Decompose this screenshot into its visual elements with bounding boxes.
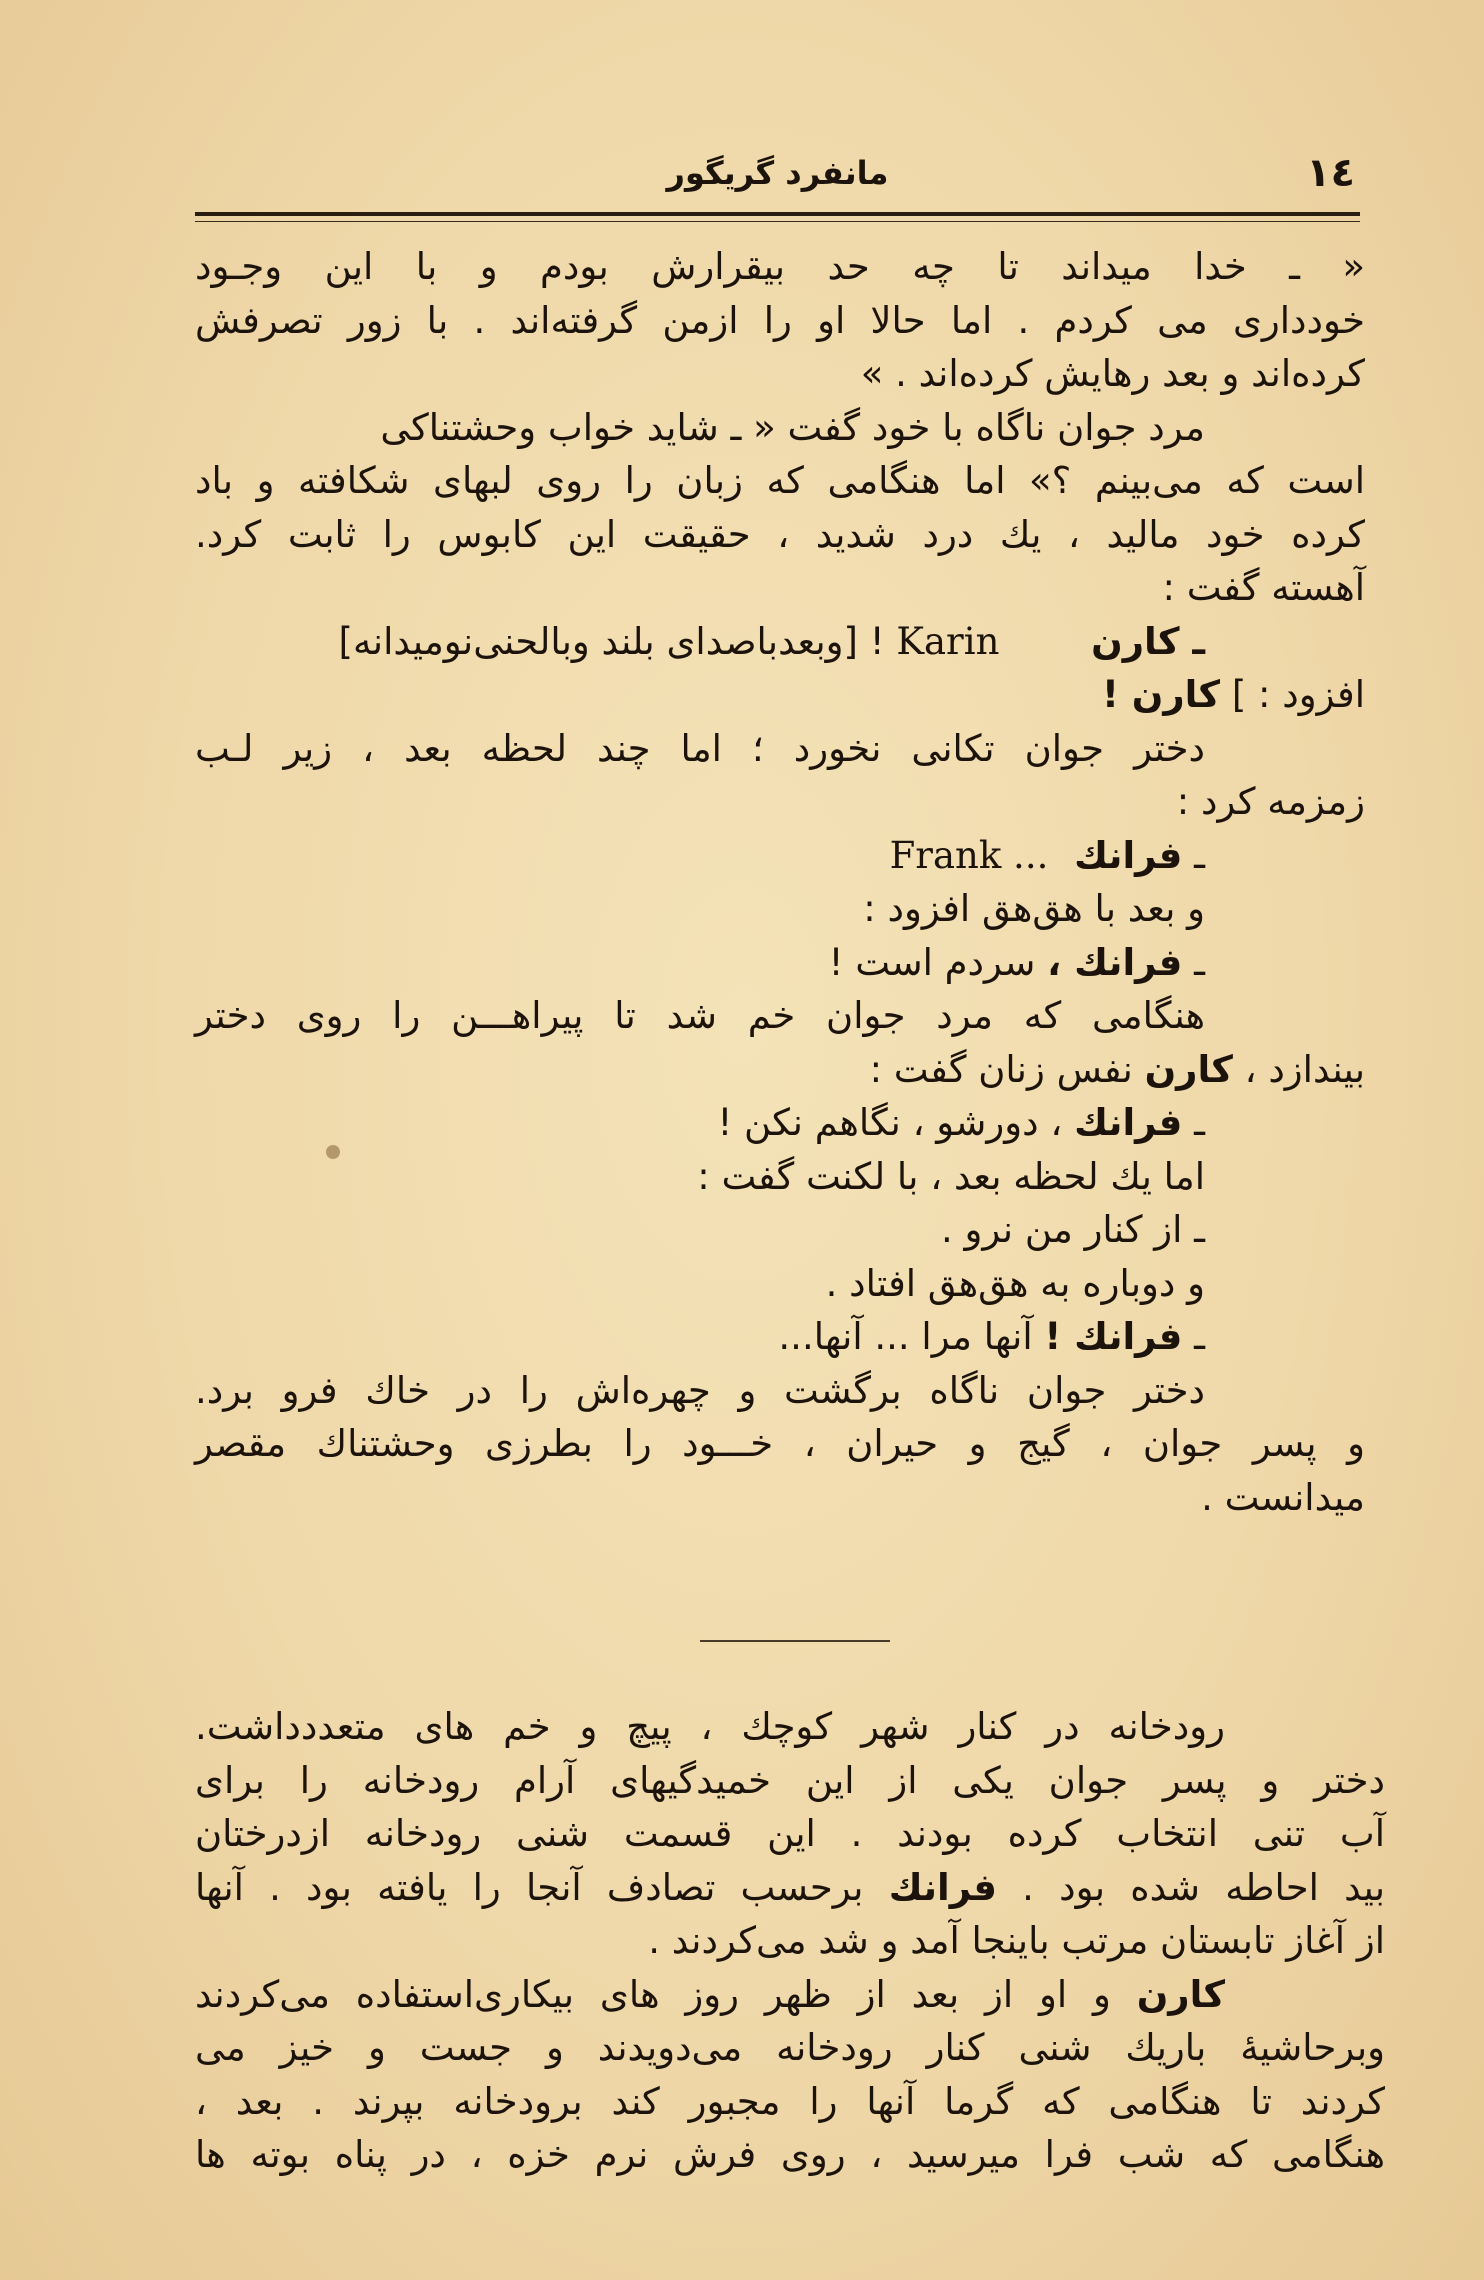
speaker-name: فرانك !: [1044, 1315, 1183, 1358]
text-line: هنگامی که مرد جوان خم شد تا پیراهـــن را روی دختر: [195, 994, 1205, 1037]
latin-name: Karin: [896, 619, 1000, 663]
dialogue-frank: [195, 829, 1365, 883]
dash: ـ: [1182, 940, 1205, 984]
text-fragment: ، دورشو ، نگاهم نکن !: [717, 1101, 1075, 1144]
dash: ـ: [1182, 833, 1205, 877]
latin-name: Frank ...: [889, 833, 1049, 877]
text-line: و دوباره به هق‌هق افتاد .: [825, 1261, 1205, 1305]
text-fragment: نفس زنان گفت :: [869, 1047, 1145, 1091]
speaker-name: کارن: [1144, 1047, 1233, 1091]
dialogue-karin-2: [195, 668, 1365, 722]
text-line: از آغاز تابستان مرتب باینجا آمد و شد می‌کردند .: [648, 1919, 1385, 1962]
text-fragment: بیندازد ،: [1232, 1047, 1365, 1091]
text-line: اما یك لحظه بعد ، با لکنت گفت :: [697, 1154, 1205, 1198]
text-line: دختر جوان تکانی نخورد ؛ اما چند لحظه بعد ، زیر لـب: [195, 726, 1205, 770]
text-fragment: برحسب تصادف آنجا را یافته بود . آنها: [195, 1865, 889, 1909]
text-line: وبرحاشیهٔ باریك شنی کنار رودخانه می‌دویدند و جست و خیز می: [195, 2026, 1385, 2069]
header-rule: [195, 212, 1360, 216]
text-line: هنگامی که شب فرا میرسید ، روی فرش نرم خزه ، در پناه بوته ها: [195, 2133, 1385, 2176]
dialogue-frank-they: [195, 1310, 1365, 1364]
text-fragment: سردم است !: [828, 940, 1048, 984]
text-line: و بعد با هق‌هق افزود :: [863, 887, 1205, 930]
text-line: کرده خود مالید ، یك درد شدید ، حقیقت این کابوس را ثابت کرد.: [195, 512, 1365, 556]
main-text: [195, 240, 1365, 1524]
text-line: میدانست .: [1201, 1475, 1365, 1519]
text-line: رودخانه در کنار شهر کوچك ، پیچ و خم های متعدد‌داشت.: [195, 1705, 1225, 1748]
text-line: است که می‌بینم ؟» اما هنگامی که زبان را روی لبهای شکافته و باد: [195, 459, 1365, 502]
text-line: آب تنی انتخاب کرده بودند . این قسمت شنی رودخانه ازدرختان: [195, 1812, 1385, 1855]
page-header: [195, 150, 1360, 210]
speaker-name: کارن !: [1102, 673, 1221, 716]
speaker-name: فرانك ،: [1047, 940, 1183, 984]
text-line: آهسته گفت :: [1162, 566, 1365, 609]
header-rule-thin: [195, 221, 1360, 222]
speaker-name: کارن: [1136, 1972, 1225, 2016]
text-line: [195, 1861, 1385, 1915]
text-fragment: و او از بعد از ظهر روز های بیکاری‌استفاده می‌کردند: [195, 1972, 1137, 2016]
paper-stain: [326, 1145, 340, 1159]
text-line: مرد جوان ناگاه با خود گفت « ـ شاید خواب وحشتناکی: [380, 405, 1205, 449]
text-line: کردند تا هنگامی که گرما آنها را مجبور کند برودخانه بپرند . بعد ،: [195, 2079, 1385, 2123]
stage-direction: ! [وبعدباصدای بلند وبالحنی‌نومیدانه]: [338, 619, 885, 663]
running-title: مانفرد گریگور: [666, 154, 889, 192]
speaker-name: فرانك: [1074, 1101, 1183, 1144]
dialogue-frank-cold: [195, 936, 1365, 990]
text-fragment: افزود : ]: [1220, 673, 1365, 716]
text-line: کرده‌اند و بعد رهایش کرده‌اند . »: [860, 352, 1365, 395]
dialogue-karin: [195, 615, 1365, 669]
section-separator: [700, 1640, 890, 1642]
text-line: خودداری می کردم . اما حالا او را ازمن گرفته‌اند . با زور تصرفش: [195, 298, 1365, 342]
text-line: دختر و پسر جوان یکی از این خمیدگیهای آرام رودخانه را برای: [195, 1758, 1385, 1802]
text-line: دختر جوان ناگاه برگشت و چهره‌اش را در خاك فرو برد.: [195, 1368, 1205, 1412]
text-fragment: آنها مرا ... آنها...: [778, 1315, 1045, 1358]
main-text-2: [195, 1700, 1385, 2182]
dialogue-frank-go: [195, 1096, 1365, 1150]
dash: ـ: [1182, 1315, 1205, 1358]
dash: ـ: [1182, 1101, 1205, 1144]
text-line: و پسر جوان ، گیج و حیران ، خـــود را بطرزی وحشتناك مقصر: [195, 1422, 1365, 1465]
speaker-name: فرانك: [888, 1865, 997, 1909]
text-fragment: بید احاطه شده بود .: [996, 1865, 1386, 1909]
page-number: ١٤: [1306, 150, 1355, 196]
speaker-name: فرانك: [1074, 833, 1183, 877]
text-line: زمزمه کرد :: [1176, 780, 1365, 823]
speaker-name: ـ کارن: [1091, 619, 1205, 663]
text-line: [195, 1043, 1365, 1097]
text-line: « ـ خدا میداند تا چه حد بیقرارش بودم و با این وجـود: [195, 245, 1365, 288]
text-line: [195, 1968, 1385, 2022]
text-line: ـ از کنار من نرو .: [940, 1208, 1205, 1251]
